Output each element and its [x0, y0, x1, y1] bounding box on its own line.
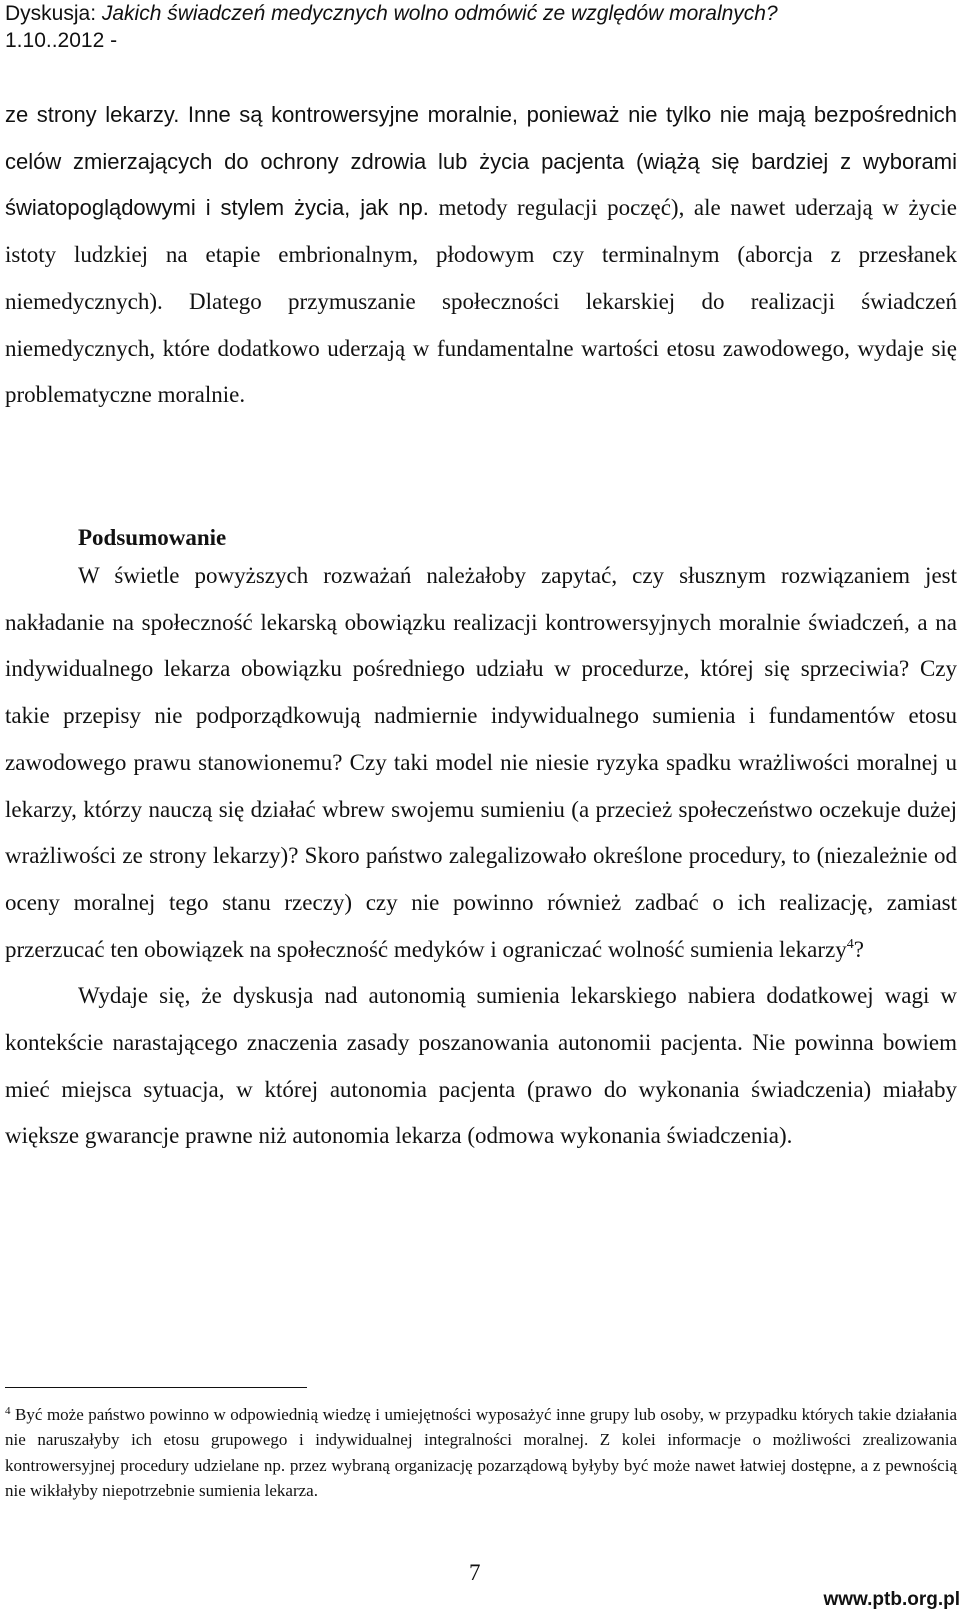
footnote-reference[interactable]: 4: [846, 936, 854, 952]
footnote: [5, 1402, 957, 1503]
paragraph-1-end: ?: [853, 936, 864, 962]
footnote-marker: 4: [5, 1405, 11, 1417]
intro-paragraph: [5, 92, 957, 419]
intro-text-sans: ze strony lekarzy. Inne są kontrowersyjne moralnie, ponieważ nie tylko nie mają bezpośrednich celów zmierzających do ochrony zdrowia lub życia pacjenta (wiążą się bardziej z wyborami światopoglądowymi i stylem życia, jak np.: [5, 102, 957, 221]
running-header: [5, 0, 945, 54]
header-title: Jakich świadczeń medycznych wolno odmówić ze względów moralnych?: [101, 2, 778, 25]
header-date: 1.10..2012 -: [5, 29, 118, 52]
site-url[interactable]: www.ptb.org.pl: [823, 1589, 960, 1610]
footnote-separator: [5, 1387, 307, 1388]
footnote-text: Być może państwo powinno w odpowiednią wiedzę i umiejętności wyposażyć inne grupy lub osoby, w przypadku których takie działania nie naruszałyby ich etosu grupowego i indywidualnej integralności moralnej. Z kolei informacje o możliwości zrealizowania kontrowersyjnej procedury udzielane np. przez wybraną organizację pozarządową byłyby być może nawet łatwiej dostępne, a z pewnością nie wikłałyby niepotrzebnie sumienia lekarza.: [5, 1405, 957, 1500]
paragraph-1-text: W świetle powyższych rozważań należałoby zapytać, czy słusznym rozwiązaniem jest nakładanie na społeczność lekarską obowiązku realizacji kontrowersyjnych moralnie świadczeń, a na indywidualnego lekarza obowiązku pośredniego udziału w procedurze, której się sprzeciwia? Czy takie przepisy nie podporządkowują nadmiernie indywidualnego sumienia i fundamentów etosu zawodowego prawu stanowionemu? Czy taki model nie niesie ryzyka spadku wrażliwości moralnej u lekarzy, którzy nauczą się działać wbrew swojemu sumieniu (a przecież społeczeństwo oczekuje dużej wrażliwości ze strony lekarzy)? Skoro państwo zalegalizowało określone procedury, to (niezależnie od oceny moralnej tego stanu rzeczy) czy nie powinno również zadbać o ich realizację, zamiast przerzucać ten obowiązek na społeczność medyków i ograniczać wolność sumienia lekarzy: [5, 563, 957, 962]
section-body: [5, 553, 957, 1160]
section-paragraph-1: [5, 553, 957, 973]
header-title-line: [5, 0, 945, 27]
intro-text-serif: metody regulacji poczęć), ale nawet uderzają w życie istoty ludzkiej na etapie embrionalnym, płodowym czy terminalnym (aborcja z przesłanek niemedycznych). Dlatego przymuszanie społeczności lekarskiej do realizacji świadczeń niemedycznych, które dodatkowo uderzają w fundamentalne wartości etosu zawodowego, wydaje się problematyczne moralnie.: [5, 195, 957, 408]
page-number: 7: [469, 1560, 481, 1585]
header-prefix: Dyskusja:: [5, 2, 102, 25]
section-paragraph-2: Wydaje się, że dyskusja nad autonomią sumienia lekarskiego nabiera dodatkowej wagi w kontekście narastającego znaczenia zasady poszanowania autonomii pacjenta. Nie powinna bowiem mieć miejsca sytuacja, w której autonomia pacjenta (prawo do wykonania świadczenia) miałaby większe gwarancje prawne niż autonomia lekarza (odmowa wykonania świadczenia).: [5, 983, 957, 1149]
section-heading: Podsumowanie: [78, 525, 227, 550]
